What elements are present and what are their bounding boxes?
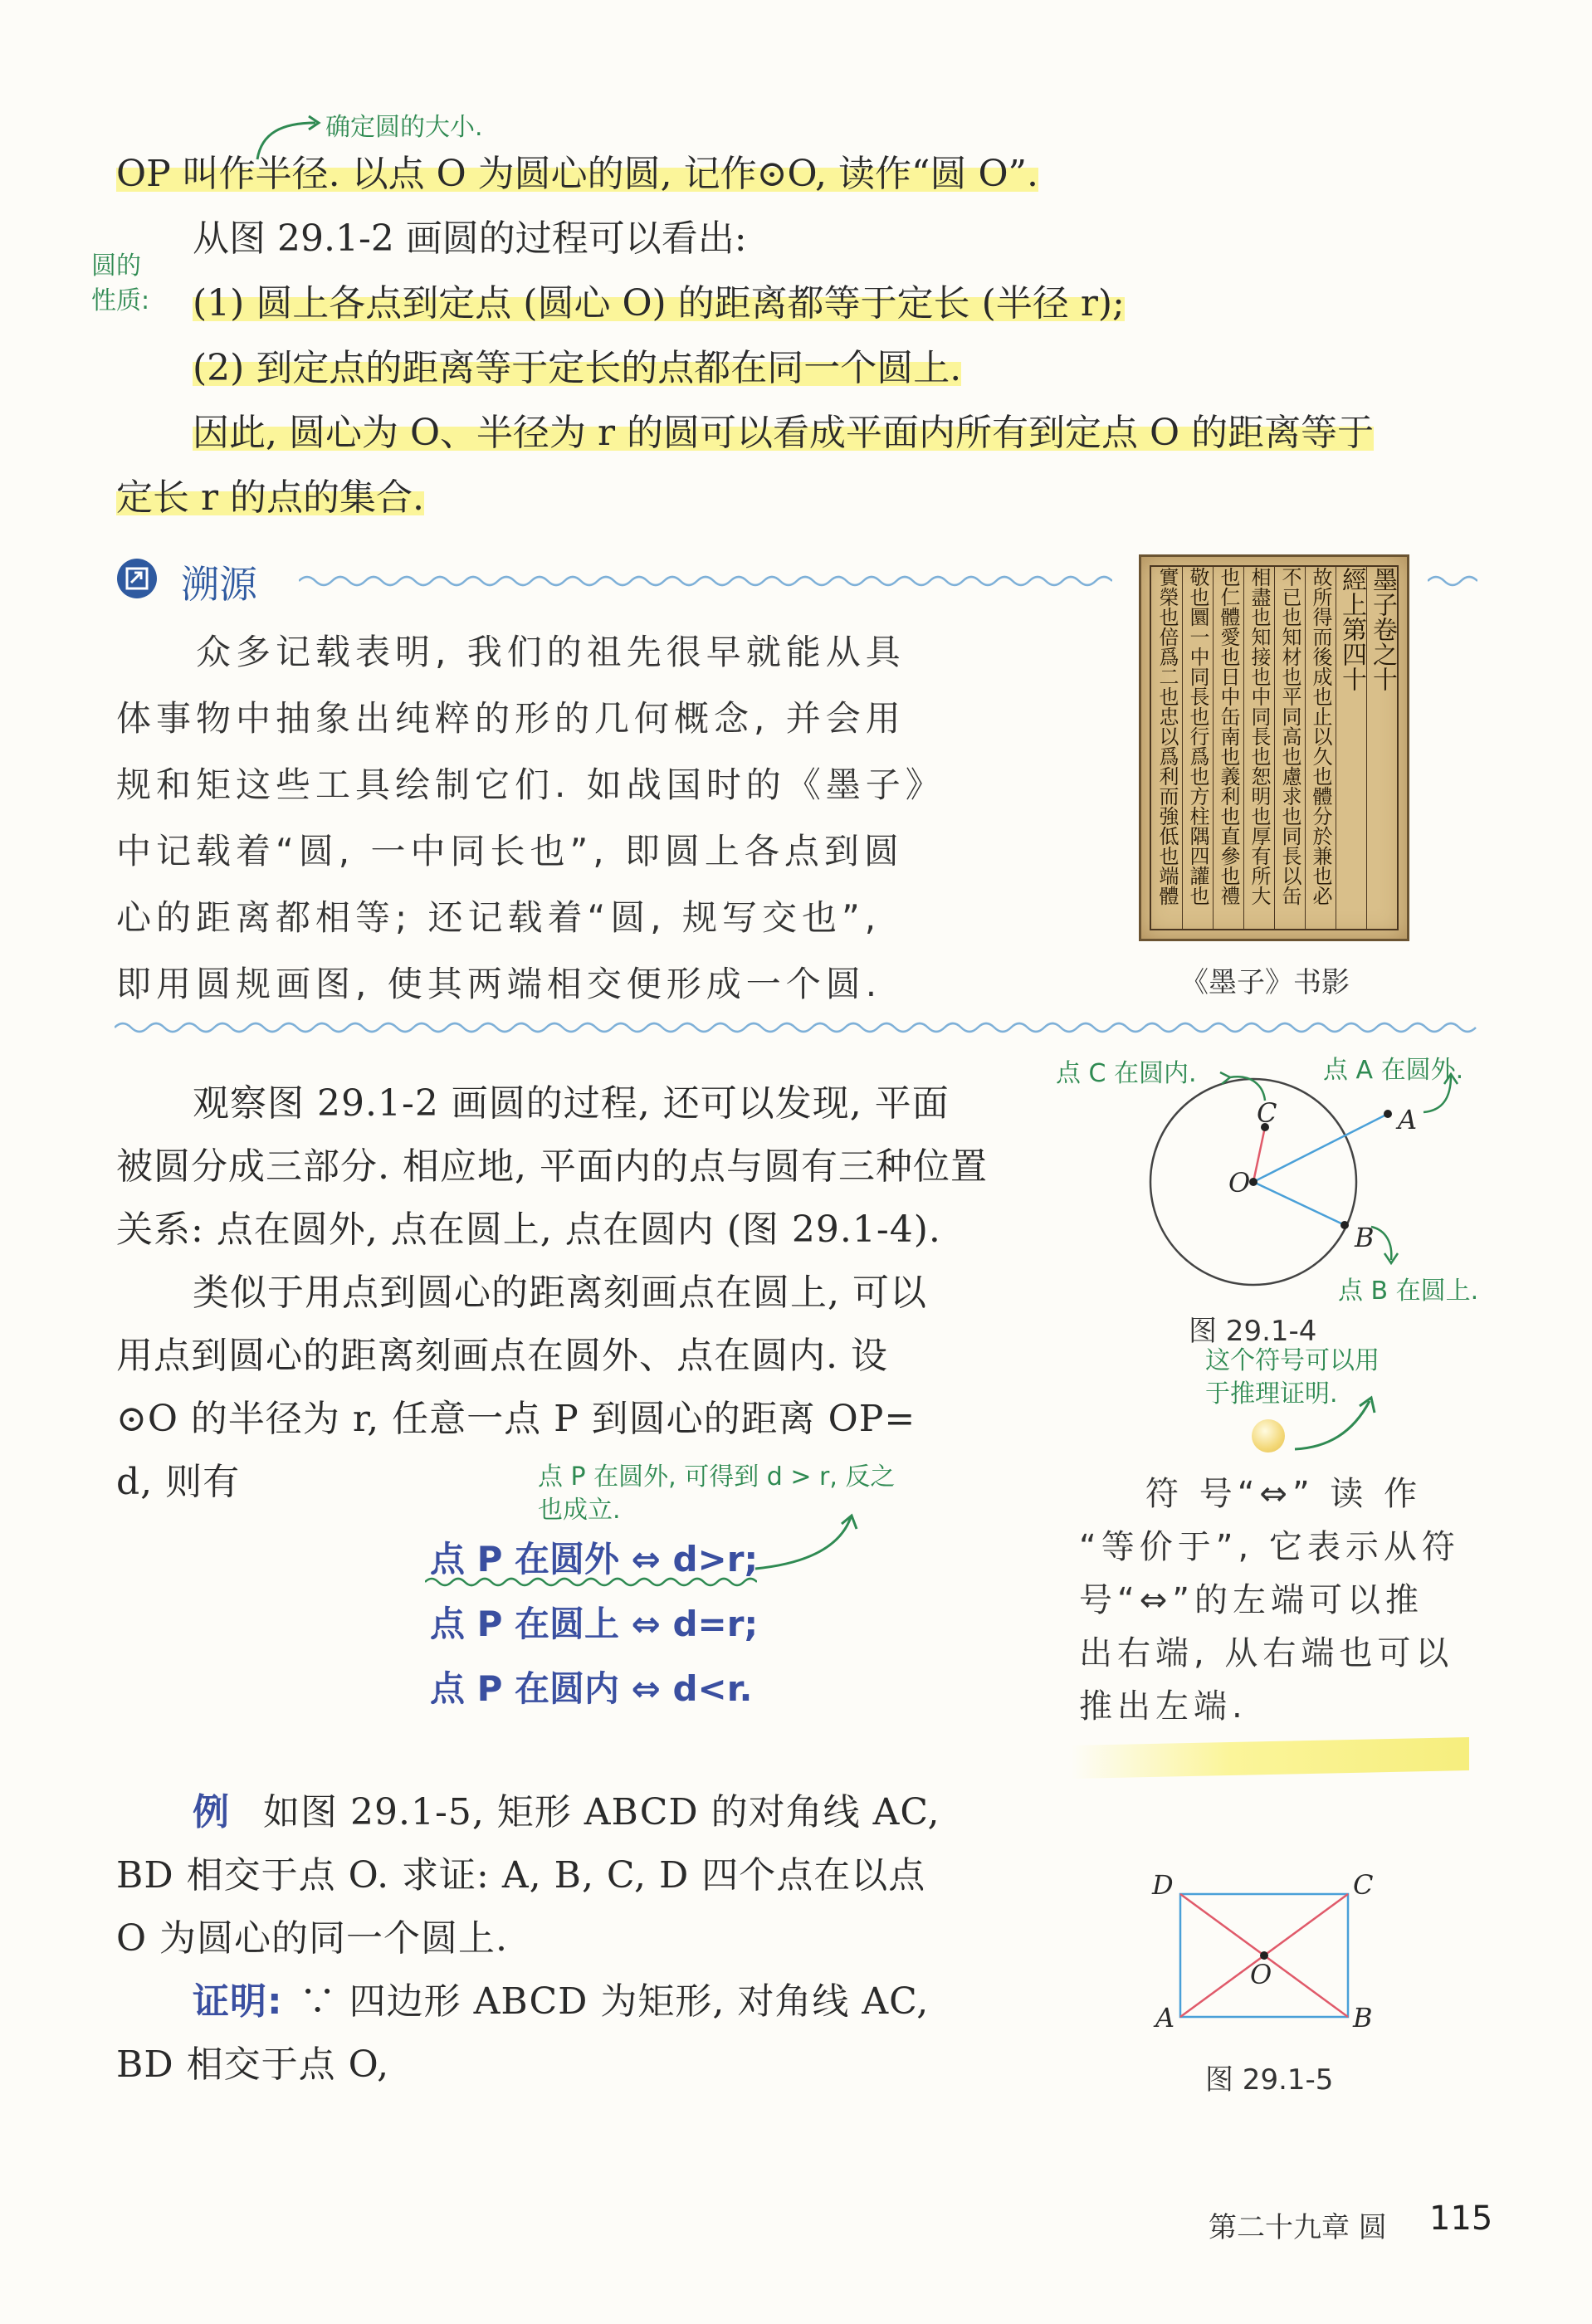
positions-line-4: 类似于用点到圆心的距离刻画点在圆上, 可以 (193, 1272, 927, 1314)
fig4-label-B: B (1355, 1222, 1375, 1253)
fig4-note-C: 点 C 在圆内. (1056, 1059, 1197, 1088)
page-number: 115 (1429, 2200, 1493, 2238)
property-note-line-2: 性质: (91, 286, 150, 315)
positions-line-7: d, 则有 (116, 1461, 241, 1503)
source-paragraph (116, 619, 979, 1018)
bulb-icon (1252, 1419, 1285, 1452)
symbol-note-line-1: 这个符号可以用 (1205, 1346, 1380, 1375)
proof-label: 证明: (193, 1980, 283, 2023)
symbol-line-3: 号“⇔”的左端可以推 (1079, 1581, 1424, 1619)
fig4-point-O (1249, 1178, 1257, 1186)
fig5-label-A: A (1155, 2002, 1175, 2034)
positions-line-2: 被圆分成三部分. 相应地, 平面内的点与圆有三种位置 (116, 1145, 988, 1188)
proof-line-2: BD 相交于点 O, (116, 2043, 390, 2086)
mozi-column-6: 也仁體愛也日中缶南也義利也直參也禮 (1213, 567, 1243, 929)
outside-note-line-1: 点 P 在圆外, 可得到 d > r, 反之 (538, 1462, 896, 1492)
fig4-point-B (1341, 1221, 1349, 1229)
outside-note-line-2: 也成立. (538, 1496, 621, 1525)
source-bottom-wavy-divider (115, 1018, 1480, 1038)
fig4-note-B: 点 B 在圆上. (1338, 1277, 1479, 1306)
mozi-column-2: 經上第四十 (1336, 567, 1366, 929)
intro-line-5-text: 因此, 圆心为 O、半径为 r 的圆可以看成平面内所有到定点 O 的距离等于 (193, 412, 1375, 454)
property-note-line-1: 圆的 (91, 251, 141, 281)
symbol-box-highlight (1071, 1737, 1469, 1779)
mozi-column-8: 實榮也倍爲二也忠以爲利而強低也端體 (1155, 567, 1179, 906)
symbol-line-5: 推出左端. (1079, 1687, 1248, 1726)
mozi-column-1: 墨子卷之十 (1366, 567, 1397, 929)
source-line-3: 规和矩这些工具绘制它们. 如战国时的《墨子》 (116, 764, 945, 805)
example-line-2: BD 相交于点 O. 求证: A, B, C, D 四个点在以点 (116, 1854, 926, 1897)
fig4-note-A: 点 A 在圆外. (1323, 1056, 1464, 1085)
mozi-column-7: 敬也圜一中同長也行爲也方柱隅四讙也 (1182, 567, 1213, 929)
footer-chapter: 第二十九章 圆 (1209, 2211, 1387, 2244)
proof-line-1-text: ∵ 四边形 ABCD 为矩形, 对角线 AC, (299, 1980, 930, 2023)
source-section-title: 溯源 (181, 562, 257, 607)
example-line-3: O 为圆心的同一个圆上. (116, 1917, 509, 1960)
mozi-book-image (1139, 554, 1409, 941)
source-line-2: 体事物中抽象出纯粹的形的几何概念, 并会用 (116, 698, 906, 739)
source-top-wavy-divider (299, 571, 1112, 591)
relation-outside: 点 P 在圆外 ⇔ d>r; (430, 1539, 759, 1579)
positions-line-6: ⊙O 的半径为 r, 任意一点 P 到圆心的距离 OP= (116, 1398, 916, 1440)
proof-line-1 (116, 1970, 1062, 2034)
example-line-1 (116, 1781, 1062, 1844)
fig4-segment-OC (1253, 1127, 1265, 1182)
fig5-label-B: B (1353, 2002, 1373, 2034)
intro-line-6 (116, 466, 424, 530)
source-top-wavy-end (1428, 571, 1477, 591)
mozi-column-4: 不已也知材也平同高也慮求也同長以缶 (1274, 567, 1305, 929)
relation-inside: 点 P 在圆内 ⇔ d<r. (430, 1668, 753, 1709)
intro-line-1-text: OP 叫作半径. 以点 O 为圆心的圆, 记作⊙O, 读作“圆 O”. (116, 153, 1039, 195)
source-line-4: 中记载着“圆, 一中同长也”, 即圆上各点到圆 (116, 831, 904, 872)
example-block (116, 1781, 1062, 2097)
fig5-caption: 图 29.1-5 (1205, 2063, 1334, 2097)
symbol-line-2: “等价于”, 它表示从符 (1079, 1528, 1460, 1566)
symbol-note-line-2: 于推理证明. (1205, 1379, 1338, 1409)
fig4-label-C: C (1257, 1097, 1277, 1129)
fig4-caption: 图 29.1-4 (1189, 1315, 1317, 1348)
source-line-5: 心的距离都相等; 还记载着“圆, 规写交也”, (116, 897, 881, 938)
fig5-label-C: C (1353, 1869, 1374, 1901)
mozi-image-caption: 《墨子》书影 (1180, 966, 1350, 999)
property-2 (193, 337, 961, 400)
property-1 (193, 272, 1125, 335)
mozi-book-columns (1150, 565, 1399, 930)
positions-line-1: 观察图 29.1-2 画圆的过程, 还可以发现, 平面 (193, 1082, 950, 1125)
property-1-text: (1) 圆上各点到定点 (圆心 O) 的距离都等于定长 (半径 r); (193, 282, 1125, 325)
property-2-text: (2) 到定点的距离等于定长的点都在同一个圆上. (193, 347, 962, 389)
source-line-6: 即用圆规画图, 使其两端相交便形成一个圆. (116, 964, 882, 1004)
symbol-box (1079, 1467, 1477, 1733)
source-section-icon (115, 556, 159, 601)
intro-line-2: 从图 29.1-2 画圆的过程可以看出: (193, 217, 747, 260)
symbol-line-1: 符 号“⇔” 读 作 (1145, 1475, 1423, 1513)
symbol-note-arrow (1278, 1391, 1394, 1457)
symbol-line-4: 出右端, 从右端也可以 (1079, 1634, 1454, 1672)
radius-note: 确定圆的大小. (325, 113, 483, 142)
intro-line-1 (116, 143, 1038, 206)
fig4-point-A (1384, 1110, 1392, 1118)
fig4-label-A: A (1398, 1104, 1418, 1135)
fig5-label-O: O (1250, 1959, 1272, 1990)
fig4-segment-OB (1253, 1182, 1345, 1225)
example-label: 例 (193, 1791, 230, 1833)
positions-paragraph (116, 1072, 1062, 1514)
example-line-1-text: 如图 29.1-5, 矩形 ABCD 的对角线 AC, (263, 1791, 940, 1833)
mozi-column-3: 故所得而後成也止以久也體分於兼也必 (1305, 567, 1336, 929)
relation-on: 点 P 在圆上 ⇔ d=r; (430, 1604, 759, 1644)
positions-line-5: 用点到圆心的距离刻画点在圆外、点在圆内. 设 (116, 1335, 888, 1377)
outside-note-arrow (747, 1511, 863, 1577)
fig4-label-O: O (1228, 1167, 1251, 1199)
property-note (91, 249, 149, 319)
relation-outside-wavy-underline (425, 1575, 757, 1589)
fig5-label-D: D (1152, 1869, 1174, 1901)
source-line-1: 众多记载表明, 我们的祖先很早就能从具 (196, 632, 906, 672)
mozi-column-5: 相盡也知接也中同長也恕明也厚有所大 (1243, 567, 1274, 929)
intro-line-6-text: 定长 r 的点的集合. (116, 476, 424, 519)
intro-line-5 (193, 402, 1374, 465)
positions-line-3: 关系: 点在圆外, 点在圆上, 点在圆内 (图 29.1-4). (116, 1208, 941, 1251)
